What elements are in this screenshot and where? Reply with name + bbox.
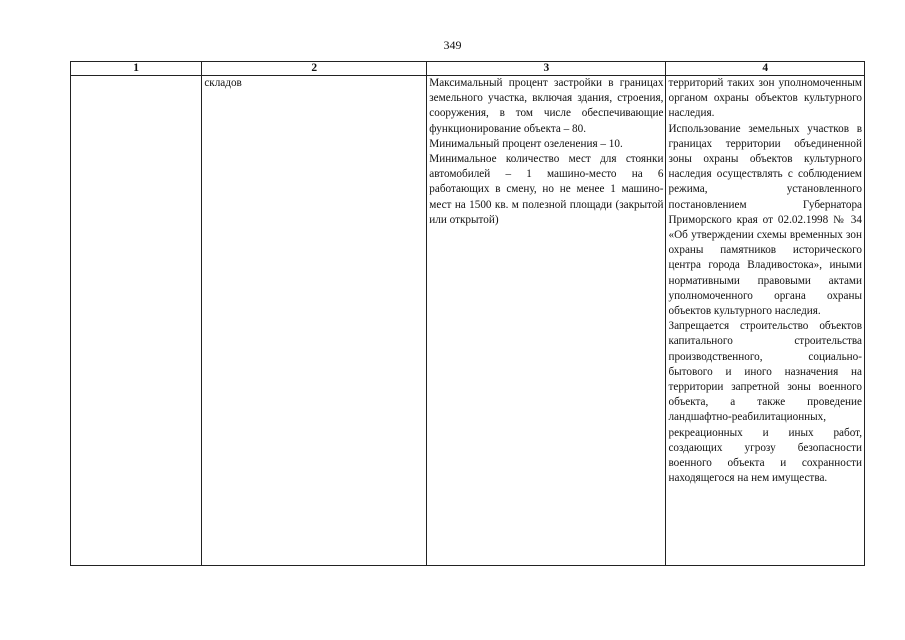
page-number: 349 — [443, 38, 462, 52]
cell-text-col-4: территорий таких зон уполномоченным органом охраны объектов культурного наследия. Использование земельных участков в границах территории объединенной зоны охраны объектов культурного наследия осуществлять с соблюдением режима, установленного постановлением Губернатора Приморского края от 02.02.1998 № 34 «Об утверждении схемы временных зон охраны памятников исторического центра города Владивостока», иными нормативными правовыми актами уполномоченного органа охраны объектов культурного наследия. Запрещается строительство объектов капитального строительства производственного, социально-бытового и иного назначения на территории запретной зоны военного объекта, а также проведение ландшафтно-реабилитационных, рекреационных и иных работ, создающих угрозу безопасности военного объекта и сохранности находящегося на нем имущества. — [668, 77, 862, 485]
column-header-1: 1 — [71, 62, 202, 76]
column-header-4: 4 — [666, 62, 865, 76]
column-header-2: 2 — [202, 62, 427, 76]
table-body — [71, 76, 865, 566]
document-table — [70, 61, 865, 566]
cell-col-4 — [666, 76, 865, 566]
cell-col-1 — [71, 76, 202, 566]
cell-col-2 — [202, 76, 427, 566]
cell-text-col-2: складов — [204, 77, 242, 89]
cell-text-col-3: Максимальный процент застройки в границах земельного участка, включая здания, строения, сооружения, в том числе обеспечивающие функционирование объекта – 80. Минимальный процент озеленения – 10. Минимальное количество мест для стоянки автомобилей – 1 машино-место на 6 работающих в смену, но не менее 1 машино-мест на 1500 кв. м полезной площади (закрытой или открытой) — [429, 77, 664, 226]
header-row — [71, 62, 865, 76]
table-header — [71, 62, 865, 76]
column-header-3: 3 — [427, 62, 666, 76]
cell-col-3 — [427, 76, 666, 566]
table-row — [71, 76, 865, 566]
